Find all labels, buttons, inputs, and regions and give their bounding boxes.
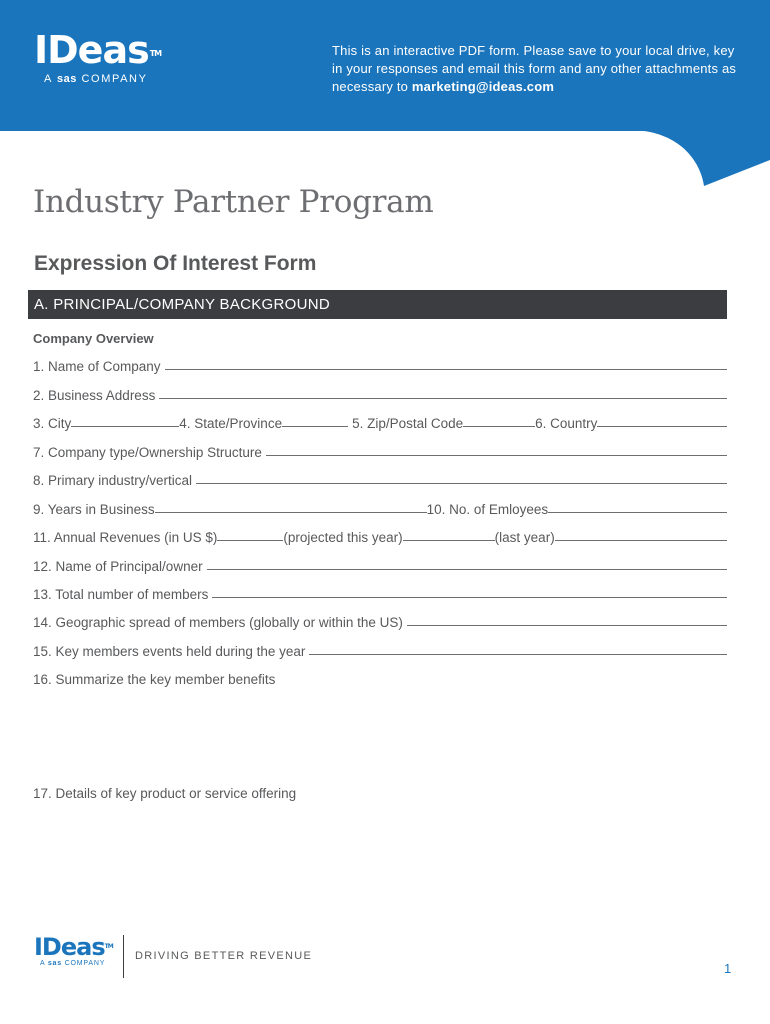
footer-logo-wordmark: IDeas	[34, 933, 105, 961]
field-label: 14. Geographic spread of members (globally or within the US)	[33, 615, 403, 630]
field-geographic	[33, 610, 727, 630]
city-input[interactable]	[71, 426, 179, 427]
field-label: 3. City	[33, 416, 72, 431]
field-label: 1. Name of Company	[33, 359, 161, 374]
field-label: 11. Annual Revenues (in US $)	[33, 530, 218, 545]
company-name-input[interactable]	[165, 369, 727, 370]
field-products	[33, 781, 727, 801]
field-principal	[33, 554, 727, 574]
page-title: Industry Partner Program	[33, 184, 434, 220]
page-number: 1	[724, 961, 732, 976]
ideas-logo	[34, 30, 161, 85]
field-label: 8. Primary industry/vertical	[33, 473, 193, 488]
logo-wordmark: IDeas	[34, 28, 149, 72]
field-label: 4. State/Province	[179, 416, 283, 431]
events-input[interactable]	[309, 654, 727, 655]
footer-logo-trademark: TM	[104, 943, 113, 950]
field-label: 5. Zip/Postal Code	[352, 416, 464, 431]
field-label: 17. Details of key product or service offering	[33, 786, 297, 801]
logo-tagline: A sas COMPANY	[44, 73, 148, 85]
field-years-employees	[33, 497, 727, 517]
field-benefits	[33, 667, 727, 687]
section-title: A. PRINCIPAL/COMPANY BACKGROUND	[34, 296, 331, 313]
company-type-input[interactable]	[266, 455, 727, 456]
field-label: 9. Years in Business	[33, 502, 155, 517]
field-label: (projected this year)	[283, 530, 403, 545]
logo-trademark: TM	[149, 49, 162, 58]
field-company-name	[33, 354, 727, 374]
principal-input[interactable]	[207, 569, 727, 570]
field-label: 16. Summarize the key member benefits	[33, 672, 276, 687]
field-label: 13. Total number of members	[33, 587, 209, 602]
footer-divider	[123, 935, 124, 978]
industry-input[interactable]	[196, 483, 727, 484]
employees-input[interactable]	[548, 512, 727, 513]
field-business-address	[33, 383, 727, 403]
field-events	[33, 639, 727, 659]
years-input[interactable]	[155, 512, 427, 513]
country-input[interactable]	[597, 426, 727, 427]
field-label: (last year)	[494, 530, 555, 545]
field-revenues	[33, 525, 727, 545]
footer-logo-tagline: A sas COMPANY	[40, 960, 106, 967]
email-link[interactable]: marketing@ideas.com	[411, 79, 555, 94]
state-input[interactable]	[282, 426, 348, 427]
field-company-type	[33, 440, 727, 460]
zip-input[interactable]	[463, 426, 535, 427]
field-label: 2. Business Address	[33, 388, 156, 403]
field-label: 6. Country	[535, 416, 598, 431]
intro-text	[332, 42, 742, 96]
intro-instructions: This is an interactive PDF form. Please save to your local drive, key in your responses and email this form and any other attachments as necessary to	[332, 43, 737, 94]
field-label: 15. Key members events held during the year	[33, 644, 306, 659]
field-label: 12. Name of Principal/owner	[33, 559, 203, 574]
footer-tagline: DRIVING BETTER REVENUE	[135, 950, 313, 962]
revenue-last-input[interactable]	[403, 540, 495, 541]
revenue-projected-input[interactable]	[217, 540, 283, 541]
members-input[interactable]	[212, 597, 727, 598]
geographic-input[interactable]	[407, 625, 727, 626]
form-title: Expression Of Interest Form	[34, 252, 317, 275]
field-industry	[33, 468, 727, 488]
business-address-input[interactable]	[159, 398, 727, 399]
section-header	[28, 290, 727, 319]
field-label: 7. Company type/Ownership Structure	[33, 445, 262, 460]
field-location	[33, 411, 727, 431]
field-label: 10. No. of Emloyees	[426, 502, 549, 517]
revenue-extra-input[interactable]	[555, 540, 727, 541]
field-members	[33, 582, 727, 602]
company-overview-heading: Company Overview	[33, 331, 154, 346]
footer-ideas-logo	[34, 934, 113, 967]
